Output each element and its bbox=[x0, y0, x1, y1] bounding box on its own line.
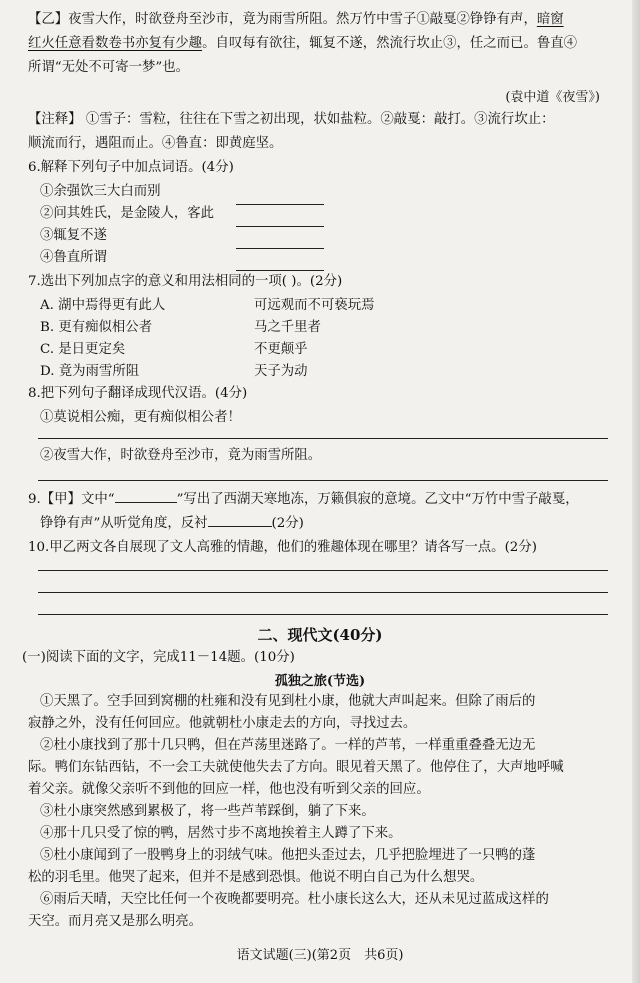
q10-answer-line-3[interactable] bbox=[38, 614, 608, 615]
section-2-title: 二、现代文(40分) bbox=[257, 626, 383, 644]
q7-option-c-compare: 不更颠乎 bbox=[254, 342, 308, 357]
q6-item-4: ④鲁直所谓 bbox=[40, 250, 107, 265]
para-2-line-3: 着父亲。就像父亲听不到他的回应一样，他也没有听到父亲的回应。 bbox=[28, 782, 430, 797]
q7-option-b: B. 更有痴似相公者 bbox=[40, 320, 153, 335]
q8-sentence-1: ①莫说相公痴，更有痴似相公者！ bbox=[40, 410, 241, 425]
q7-option-d: D. 竟为雨雪所阻 bbox=[40, 364, 140, 379]
para-1-line-2: 寂静之外，没有任何回应。他就朝杜小康走去的方向，寻找过去。 bbox=[28, 716, 417, 731]
para-5-line-2: 松的羽毛里。他哭了起来，但并不是感到恐惧。他说不明白自己为什么想哭。 bbox=[28, 870, 484, 885]
text-b-line-3: 所谓“无处不可寄一梦”也。 bbox=[28, 60, 189, 75]
q7-option-b-compare: 马之千里者 bbox=[254, 320, 321, 335]
q7-option-d-compare: 天子为动 bbox=[254, 364, 308, 379]
q9-answer-blank-1[interactable] bbox=[115, 490, 177, 503]
q7-option-a: A. 湖中焉得更有此人 bbox=[40, 298, 166, 313]
text-b-line-2: 红火任意看数卷书亦复有少趣。自叹每有欲往，辄复不遂，然流行坎止③，任之而已。鲁直④ bbox=[28, 36, 578, 51]
q6-item-3: ③辄复不遂 bbox=[40, 228, 107, 243]
para-1-line-1: ①天黑了。空手回到窝棚的杜雍和没有见到杜小康，他就大声叫起来。但除了雨后的 bbox=[40, 694, 536, 709]
q10-answer-line-2[interactable] bbox=[38, 592, 608, 593]
q10-stem: 10.甲乙两文各自展现了文人高雅的情趣，他们的雅趣体现在哪里？请各写一点。(2分) bbox=[28, 540, 537, 555]
text-b-source: (袁中道《夜雪》) bbox=[505, 90, 600, 105]
para-2-line-2: 际。鸭们东钻西钻，不一会工夫就使他失去了方向。眼见着天黑了。他停住了，大声地呼喊 bbox=[28, 760, 564, 775]
q6-answer-blank-4[interactable] bbox=[236, 258, 324, 271]
page-edge bbox=[632, 0, 640, 983]
para-3: ③杜小康突然感到累极了，将一些芦苇踩倒，躺了下来。 bbox=[40, 804, 375, 819]
q6-answer-blank-2[interactable] bbox=[236, 214, 324, 227]
q9-line-2: 铮铮有声”从听觉角度，反衬 (2分) bbox=[40, 516, 304, 531]
q10-answer-line-1[interactable] bbox=[38, 570, 608, 571]
para-6-line-2: 天空。而月亮又是那么明亮。 bbox=[28, 914, 203, 929]
q8-sentence-2: ②夜雪大作，时欲登舟至沙市，竟为雨雪所阻。 bbox=[40, 448, 322, 463]
q8-answer-line-1[interactable] bbox=[38, 438, 608, 439]
q6-stem: 6.解释下列句子中加点词语。(4分) bbox=[28, 160, 234, 175]
q6-answer-blank-1[interactable] bbox=[236, 192, 324, 205]
notes-line-1: 【注释】 ①雪子：雪粒，往往在下雪之初出现，状如盐粒。②敲戛：敲打。③流行坎止： bbox=[28, 112, 555, 127]
article-title: 孤独之旅(节选) bbox=[274, 674, 366, 689]
para-4: ④那十几只受了惊的鸭，居然寸步不离地挨着主人蹲了下来。 bbox=[40, 826, 402, 841]
q7-stem: 7.选出下列加点字的意义和用法相同的一项( )。(2分) bbox=[28, 274, 343, 289]
q7-option-a-compare: 可远观而不可亵玩焉 bbox=[254, 298, 375, 313]
page-footer: 语文试题(三)(第2页 共6页) bbox=[236, 948, 404, 963]
para-2-line-1: ②杜小康找到了那十几只鸭，但在芦荡里迷路了。一样的芦苇，一样重重叠叠无边无 bbox=[40, 738, 536, 753]
notes-line-2: 顺流而行，遇阻而止。④鲁直：即黄庭坚。 bbox=[28, 136, 283, 151]
q9-line-1: 9.【甲】文中“ ”写出了西湖天寒地冻，万籁俱寂的意境。乙文中“万竹中雪子敲戛， bbox=[28, 492, 579, 507]
q6-item-1: ①余强饮三大白而别 bbox=[40, 184, 161, 199]
section-2-subheading: (一)阅读下面的文字，完成11－14题。(10分) bbox=[22, 650, 295, 665]
para-5-line-1: ⑤杜小康闻到了一股鸭身上的羽绒气味。他把头歪过去，几乎把脸埋进了一只鸭的蓬 bbox=[40, 848, 536, 863]
q9-answer-blank-2[interactable] bbox=[208, 514, 272, 527]
q6-item-2: ②问其姓氏，是金陵人，客此 bbox=[40, 206, 215, 221]
text-b-line-1: 【乙】夜雪大作，时欲登舟至沙市，竟为雨雪所阻。然万竹中雪子①敲戛②铮铮有声，暗窗 bbox=[28, 12, 564, 27]
para-6-line-1: ⑥雨后天晴，天空比任何一个夜晚都要明亮。杜小康长这么大，还从未见过蓝成这样的 bbox=[40, 892, 549, 907]
q8-answer-line-2[interactable] bbox=[38, 480, 608, 481]
q6-answer-blank-3[interactable] bbox=[236, 236, 324, 249]
q8-stem: 8.把下列句子翻译成现代汉语。(4分) bbox=[28, 386, 248, 401]
q7-option-c: C. 是日更定矣 bbox=[40, 342, 126, 357]
